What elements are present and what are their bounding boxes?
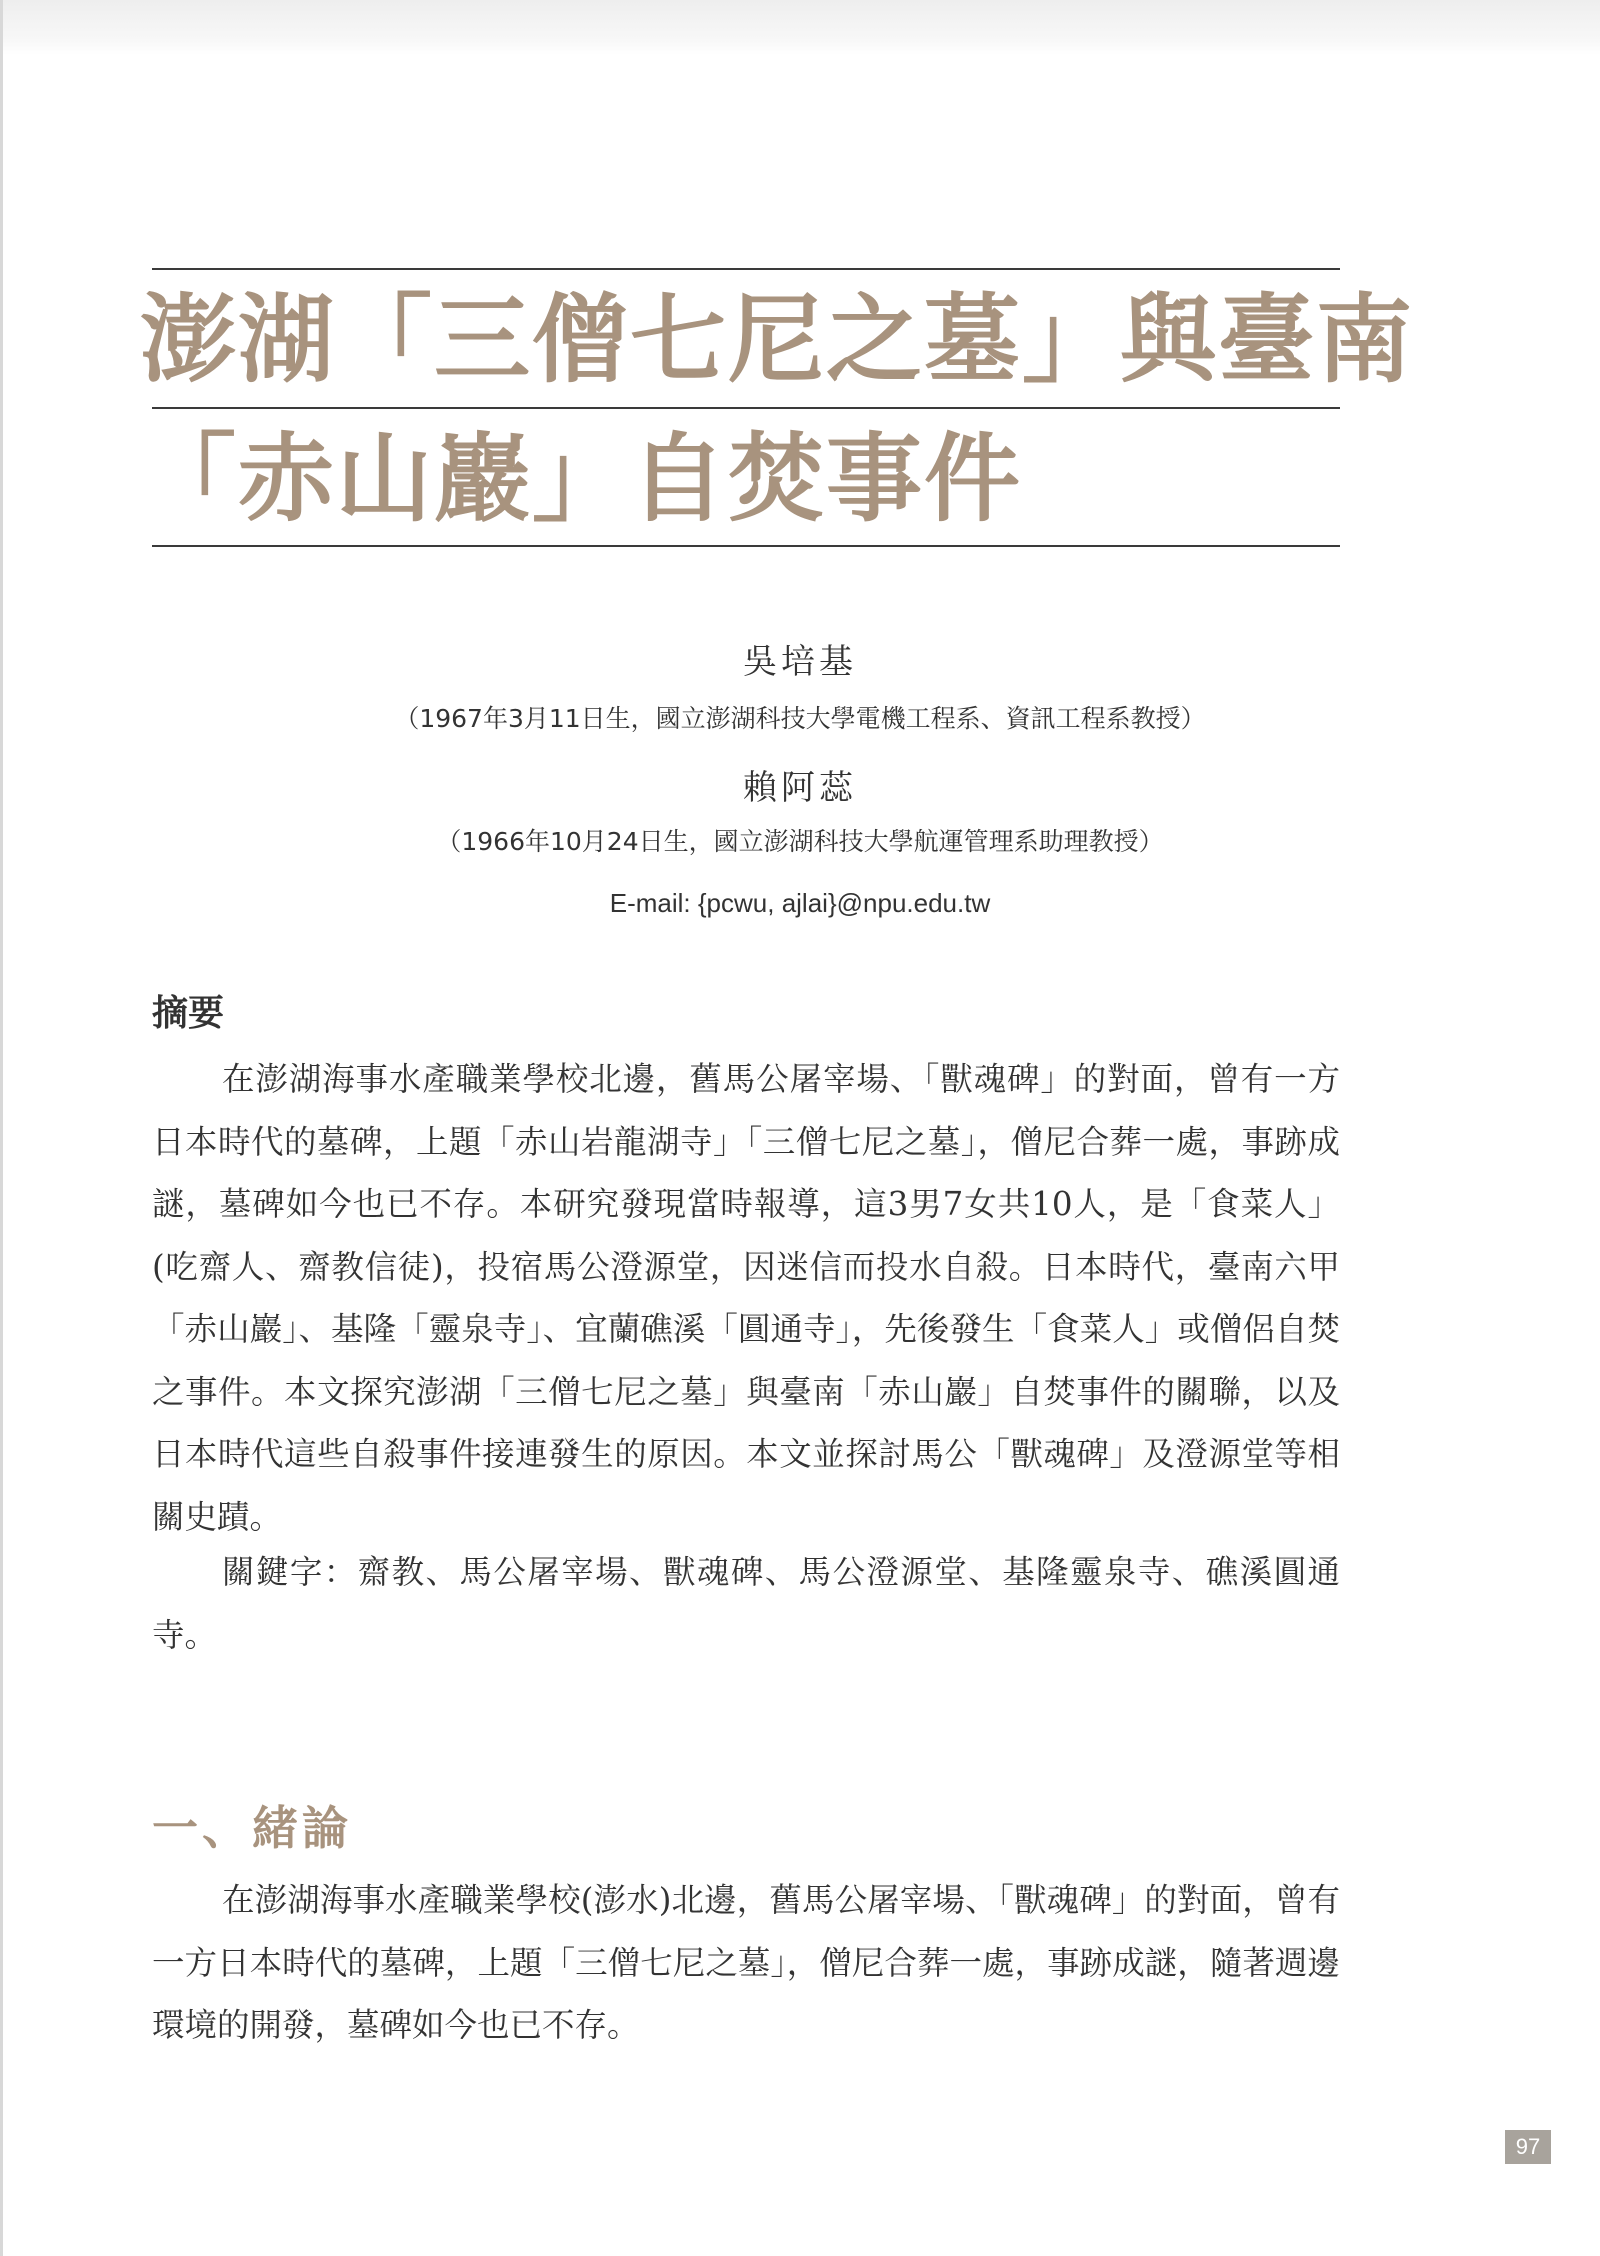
- author-note-2: （1966年10月24日生，國立澎湖科技大學航運管理系助理教授）: [436, 827, 1164, 856]
- introduction-heading: 一、緒論: [152, 1801, 352, 1855]
- abstract-body: 在澎湖海事水產職業學校北邊，舊馬公屠宰場、「獸魂碑」的對面，曾有一方日本時代的墓碑，上題「赤山岩龍湖寺」「三僧七尼之墓」，僧尼合葬一處，事跡成謎，墓碑如今也已不存。本研究發現當時報導，這3男7女共10人，是「食菜人」(吃齋人、齋教信徒)，投宿馬公澄源堂，因迷信而投水自殺。日本時代，臺南六甲「赤山巖」、基隆「靈泉寺」、宜蘭礁溪「圓通寺」，先後發生「食菜人」或僧侶自焚之事件。本文探究澎湖「三僧七尼之墓」與臺南「赤山巖」自焚事件的關聯，以及日本時代這些自殺事件接連發生的原因。本文並探討馬公「獸魂碑」及澄源堂等相關史蹟。: [152, 1060, 1340, 1536]
- author-name-2: 賴阿蕊: [743, 768, 857, 808]
- title-line-1: 澎湖「三僧七尼之墓」與臺南: [140, 283, 1414, 396]
- author-email: E-mail: {pcwu, ajlai}@npu.edu.tw: [609, 888, 991, 918]
- author-name-1: 吳培基: [743, 642, 857, 682]
- title-rule-top: [152, 268, 1340, 270]
- title-line-2: 「赤山巖」自焚事件: [140, 422, 1022, 535]
- introduction-body: 在澎湖海事水產職業學校(澎水)北邊，舊馬公屠宰場、「獸魂碑」的對面，曾有一方日本時代的墓碑，上題「三僧七尼之墓」，僧尼合葬一處，事跡成謎，隨著週邊環境的開發，墓碑如今也已不存。: [152, 1881, 1340, 2044]
- title-rule-middle: [152, 407, 1340, 409]
- title-rule-bottom: [152, 545, 1340, 547]
- scan-top-shadow: [0, 0, 1600, 55]
- page-number: 97: [1505, 2130, 1551, 2164]
- author-note-1: （1967年3月11日生，國立澎湖科技大學電機工程系、資訊工程系教授）: [394, 704, 1206, 733]
- abstract-keywords: 關鍵字：齋教、馬公屠宰場、獸魂碑、馬公澄源堂、基隆靈泉寺、礁溪圓通寺。: [152, 1553, 1340, 1654]
- abstract-heading: 摘要: [152, 993, 225, 1034]
- scan-left-edge: [0, 0, 3, 2256]
